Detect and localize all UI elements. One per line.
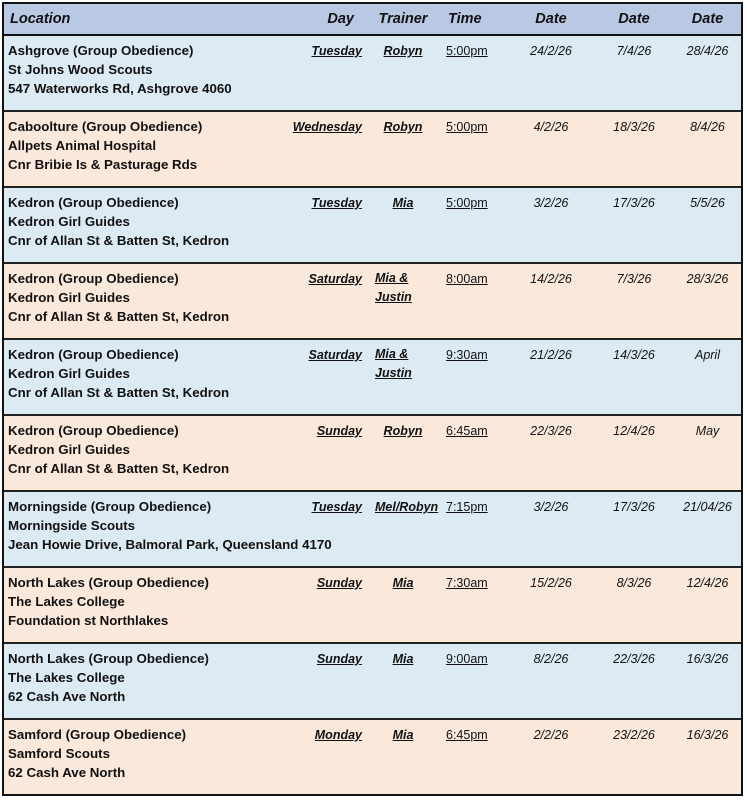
date-value: 8/3/26 [616,576,652,590]
date-value: 12/4/26 [686,576,729,590]
table-row [4,416,741,492]
date-value: 4/2/26 [533,120,569,134]
day-link[interactable]: Tuesday [311,500,362,514]
location-line: Morningside Scouts [8,518,136,533]
header-location: Location [10,11,71,27]
trainer-link[interactable]: Robyn [383,120,423,134]
day-link[interactable]: Saturday [308,348,362,362]
date-cell-3 [674,492,741,566]
location-line: North Lakes (Group Obedience) [8,575,209,590]
date-value: 3/2/26 [533,196,569,210]
date-cell-1 [508,264,594,338]
time-cell [442,36,508,110]
header-time: Time [448,11,482,27]
date-cell-2 [594,416,674,490]
day-cell [284,264,364,338]
date-cell-2 [594,188,674,262]
date-value: 12/4/26 [613,424,655,438]
date-value: 18/3/26 [613,120,655,134]
day-link[interactable]: Wednesday [292,120,362,134]
date-cell-1 [508,36,594,110]
location-line: Cnr Bribie Is & Pasturage Rds [8,157,198,172]
day-cell [284,36,364,110]
location-cell [4,644,284,718]
table-row [4,340,741,416]
time-cell [442,720,508,794]
day-link[interactable]: Sunday [316,576,362,590]
date-value: 21/04/26 [683,500,732,514]
header-day: Day [327,11,354,27]
day-cell [284,644,364,718]
date-value: 23/2/26 [613,728,655,742]
date-cell-3 [674,340,741,414]
date-cell-2 [594,112,674,186]
trainer-cell [364,264,442,338]
location-cell [4,340,284,414]
location-cell [4,264,284,338]
location-line: Kedron (Group Obedience) [8,347,179,362]
table-row [4,568,741,644]
date-cell-1 [508,188,594,262]
date-value: 28/4/26 [686,44,729,58]
table-row [4,644,741,720]
table-row [4,188,741,264]
date-value: 28/3/26 [686,272,729,286]
location-line: Morningside (Group Obedience) [8,499,212,514]
date-value: 22/3/26 [613,652,655,666]
time-cell [442,340,508,414]
date-cell-3 [674,644,741,718]
time-cell [442,112,508,186]
location-line: Caboolture (Group Obedience) [8,119,203,134]
time-cell [442,568,508,642]
date-cell-3 [674,720,741,794]
date-cell-1 [508,416,594,490]
date-cell-1 [508,492,594,566]
date-value: 16/3/26 [686,728,729,742]
date-value: 21/2/26 [530,348,572,362]
location-line: Cnr of Allan St & Batten St, Kedron [8,233,230,248]
day-link[interactable]: Tuesday [311,196,362,210]
day-cell [284,492,364,566]
date-value: May [695,424,720,438]
location-line: The Lakes College [8,670,125,685]
location-line: Kedron (Group Obedience) [8,195,179,210]
time-link[interactable]: 7:30am [446,576,488,590]
time-cell [442,416,508,490]
trainer-cell [364,492,442,566]
time-link[interactable]: 5:00pm [446,196,488,210]
day-cell [284,720,364,794]
date-cell-2 [594,264,674,338]
trainer-link[interactable]: Mia & Justin [375,347,412,380]
table-row [4,112,741,188]
table-body [4,36,741,794]
date-value: 8/2/26 [533,652,569,666]
location-line: Cnr of Allan St & Batten St, Kedron [8,309,230,324]
time-link[interactable]: 9:30am [446,348,488,362]
date-cell-3 [674,36,741,110]
header-date-3: Date [691,11,724,27]
time-link[interactable]: 5:00pm [446,120,488,134]
date-cell-2 [594,720,674,794]
table-row [4,264,741,340]
trainer-cell [364,340,442,414]
time-link[interactable]: 6:45pm [446,728,488,742]
date-cell-3 [674,568,741,642]
location-line: Ashgrove (Group Obedience) [8,43,194,58]
date-value: 7/4/26 [616,44,652,58]
date-value: 22/3/26 [530,424,572,438]
date-cell-1 [508,720,594,794]
location-line: 547 Waterworks Rd, Ashgrove 4060 [8,81,232,96]
date-cell-3 [674,112,741,186]
date-cell-3 [674,188,741,262]
location-line: Kedron (Group Obedience) [8,423,179,438]
location-line: Kedron (Group Obedience) [8,271,179,286]
date-cell-1 [508,568,594,642]
trainer-cell [364,112,442,186]
date-value: 16/3/26 [686,652,729,666]
table-header [4,4,741,36]
location-cell [4,416,284,490]
trainer-cell [364,720,442,794]
location-line: Kedron Girl Guides [8,366,130,381]
date-value: 7/3/26 [616,272,652,286]
day-link[interactable]: Tuesday [311,44,362,58]
date-value: 14/2/26 [530,272,572,286]
class-schedule-table [2,2,743,796]
location-line: 62 Cash Ave North [8,765,126,780]
day-link[interactable]: Monday [314,728,362,742]
trainer-cell [364,188,442,262]
location-line: Samford (Group Obedience) [8,727,187,742]
location-cell [4,188,284,262]
time-cell [442,188,508,262]
location-line: Kedron Girl Guides [8,214,130,229]
trainer-cell [364,644,442,718]
location-line: Jean Howie Drive, Balmoral Park, Queensland 4170 [8,537,332,552]
time-link[interactable]: 7:15pm [446,500,488,514]
date-cell-3 [674,264,741,338]
date-cell-2 [594,36,674,110]
trainer-cell [364,416,442,490]
location-cell [4,720,284,794]
table-row [4,36,741,112]
date-value: 3/2/26 [533,500,569,514]
location-cell [4,112,284,186]
date-value: 2/2/26 [533,728,569,742]
day-cell [284,112,364,186]
time-link[interactable]: 6:45am [446,424,488,438]
location-line: 62 Cash Ave North [8,689,126,704]
date-cell-2 [594,568,674,642]
location-line: Cnr of Allan St & Batten St, Kedron [8,385,230,400]
trainer-link[interactable]: Mia [392,576,414,590]
date-value: 17/3/26 [613,500,655,514]
location-line: Cnr of Allan St & Batten St, Kedron [8,461,230,476]
date-cell-3 [674,416,741,490]
header-date-1: Date [535,11,567,27]
header-date-2: Date [618,11,650,27]
day-link[interactable]: Saturday [308,272,362,286]
date-cell-1 [508,112,594,186]
table-row [4,720,741,794]
trainer-link[interactable]: Mia & Justin [375,271,412,304]
date-cell-2 [594,492,674,566]
trainer-link[interactable]: Mia [392,652,414,666]
time-cell [442,264,508,338]
date-value: 24/2/26 [530,44,572,58]
day-link[interactable]: Sunday [316,652,362,666]
location-line: North Lakes (Group Obedience) [8,651,209,666]
trainer-link[interactable]: Robyn [383,44,423,58]
date-value: 14/3/26 [613,348,655,362]
location-cell [4,492,332,566]
location-line: Allpets Animal Hospital [8,138,157,153]
date-value: 15/2/26 [530,576,572,590]
time-link[interactable]: 5:00pm [446,44,488,58]
trainer-cell [364,36,442,110]
date-value: 5/5/26 [690,196,725,210]
location-line: The Lakes College [8,594,125,609]
table-row [4,492,741,568]
trainer-cell [364,568,442,642]
date-cell-1 [508,644,594,718]
location-line: St Johns Wood Scouts [8,62,153,77]
location-line: Kedron Girl Guides [8,442,130,457]
date-cell-2 [594,644,674,718]
day-link[interactable]: Sunday [316,424,362,438]
trainer-link[interactable]: Mel/Robyn [375,500,439,514]
trainer-link[interactable]: Mia [392,196,414,210]
day-cell [284,416,364,490]
time-cell [442,492,508,566]
time-link[interactable]: 9:00am [446,652,488,666]
date-cell-1 [508,340,594,414]
trainer-link[interactable]: Mia [392,728,414,742]
header-trainer: Trainer [378,11,428,27]
date-cell-2 [594,340,674,414]
day-cell [284,188,364,262]
location-line: Samford Scouts [8,746,110,761]
location-line: Kedron Girl Guides [8,290,130,305]
date-value: 17/3/26 [613,196,655,210]
day-cell [284,568,364,642]
location-line: Foundation st Northlakes [8,613,169,628]
time-link[interactable]: 8:00am [446,272,488,286]
location-cell [4,568,284,642]
trainer-link[interactable]: Robyn [383,424,423,438]
time-cell [442,644,508,718]
date-value: 8/4/26 [690,120,725,134]
day-cell [284,340,364,414]
location-cell [4,36,284,110]
date-value: April [694,348,720,362]
